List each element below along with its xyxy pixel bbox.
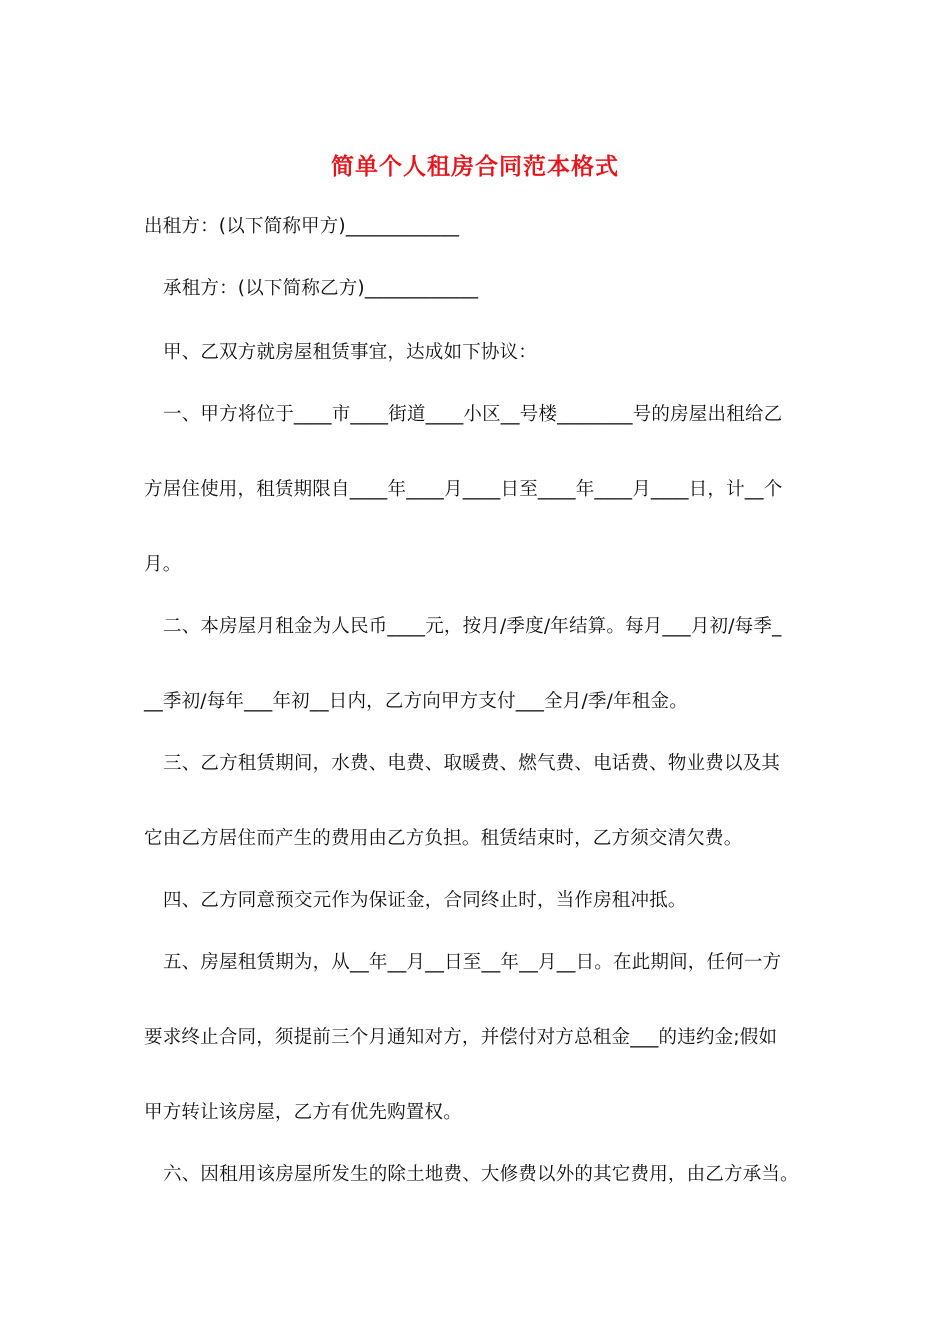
lessee-line: 承租方：(以下简称乙方)____________: [163, 278, 479, 299]
clause-6-line-1: 六、因租用该房屋所发生的除土地费、大修费以外的其它费用，由乙方承当。: [163, 1164, 799, 1185]
clause-5-line-1: 五、房屋租赁期为，从__年__月__日至__年__月__日。在此期间，任何一方: [163, 952, 782, 973]
clause-3-line-1: 三、乙方租赁期间，水费、电费、取暖费、燃气费、电话费、物业费以及其: [163, 753, 781, 774]
clause-4-line-1: 四、乙方同意预交元作为保证金，合同终止时，当作房租冲抵。: [163, 890, 687, 911]
clause-5-line-3: 甲方转让该房屋，乙方有优先购置权。: [144, 1102, 462, 1123]
clause-5-line-2: 要求终止合同，须提前三个月通知对方，并偿付对方总租金___的违约金;假如: [144, 1027, 778, 1048]
clause-1-line-2: 方居住使用，租赁期限自____年____月____日至____年____月____日，计__个: [144, 479, 783, 500]
clause-1-line-1: 一、甲方将位于____市____街道____小区__号楼________号的房屋出租给乙: [163, 404, 783, 425]
clause-1-line-3: 月。: [144, 554, 182, 575]
lessor-line: 出租方：(以下简称甲方)____________: [144, 216, 460, 237]
clause-2-line-1: 二、本房屋月租金为人民币____元，按月/季度/年结算。每月___月初/每季_: [163, 616, 782, 637]
agreement-intro: 甲、乙双方就房屋租赁事宜，达成如下协议：: [163, 342, 538, 363]
clause-3-line-2: 它由乙方居住而产生的费用由乙方负担。租赁结束时，乙方须交清欠费。: [144, 828, 743, 849]
clause-2-line-2: __季初/每年___年初__日内，乙方向甲方支付___全月/季/年租金。: [144, 691, 688, 712]
document-title: 简单个人租房合同范本格式: [331, 154, 619, 180]
